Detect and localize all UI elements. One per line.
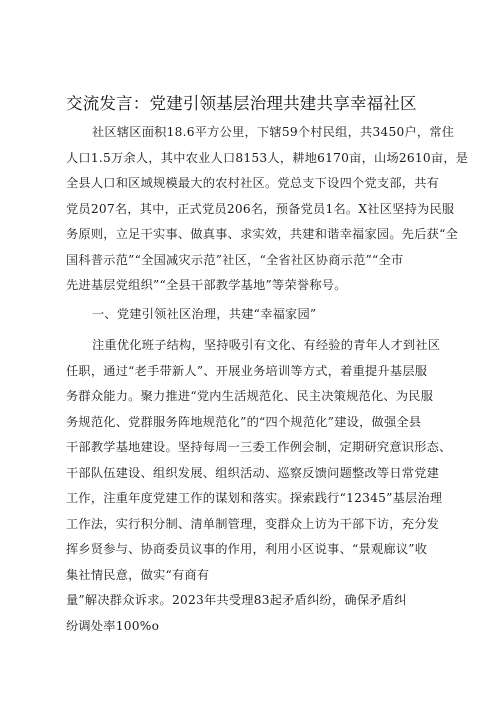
text-line: 工作，注重年度党建工作的谋划和落实。探索践行“12345”基层治理	[66, 491, 443, 505]
text-line: 集社情民意，做实“有商有	[66, 567, 210, 582]
text-line: 干部队伍建设、组织发展、组织活动、巡察反馈问题整改等日常党建	[66, 465, 440, 480]
text-line: 工作法，实行积分制、清单制管理，变群众上访为干部下访，充分发	[66, 516, 440, 531]
text-line: 国科普示范”“全国减灾示范”社区，“全省社区协商示范”“全市	[66, 252, 404, 267]
section-heading: 一、党建引领社区治理，共建“幸福家园”	[92, 306, 317, 321]
text-line: 人口1.5万余人，其中农业人口8153人，耕地6170亩，山场2610亩，是	[66, 150, 469, 165]
document-title: 交流发言：党建引领基层治理共建共享幸福社区	[66, 94, 417, 113]
text-line: 挥乡贤参与、协商委员议事的作用，利用小区说事、“景观廊议”收	[66, 542, 428, 556]
text-line: 社区辖区面积18.6平方公里，下辖59个村民组，共3450户，常住	[92, 125, 455, 139]
paragraph-governance	[66, 333, 452, 639]
text-line: 注重优化班子结构，坚持吸引有文化、有经验的青年人才到社区	[92, 338, 441, 352]
text-line: 干部教学基地建设。坚持每周一三委工作例会制，定期研究意识形态、	[66, 440, 452, 454]
text-line: 先进基层党组织”“全县干部教学基地”等荣誉称号。	[66, 278, 347, 292]
text-line: 量”解决群众诉求。2023年共受理83起矛盾纠纷，确保矛盾纠	[66, 593, 407, 607]
text-line: 党员207名，其中，正式党员206名，预备党员1名。X社区坚持为民服	[66, 201, 455, 216]
text-line: 务原则，立足干实事、做真事、求实效，共建和谐幸福家园。先后获“全	[66, 227, 459, 241]
document-body	[66, 120, 469, 639]
text-line: 全县人口和区域规模最大的农村社区。党总支下设四个党支部，共有	[66, 176, 440, 190]
paragraph-intro	[66, 120, 469, 299]
text-line: 任职，通过“老手带新人”、开展业务培训等方式，着重提升基层服	[66, 363, 428, 378]
text-line: 纷调处率100%o	[66, 618, 160, 633]
text-line: 务规范化、党群服务阵地规范化”的“四个规范化”建设，做强全县	[66, 414, 422, 429]
text-line: 务群众能力。聚力推进“党内生活规范化、民主决策规范化、为民服	[66, 389, 434, 403]
